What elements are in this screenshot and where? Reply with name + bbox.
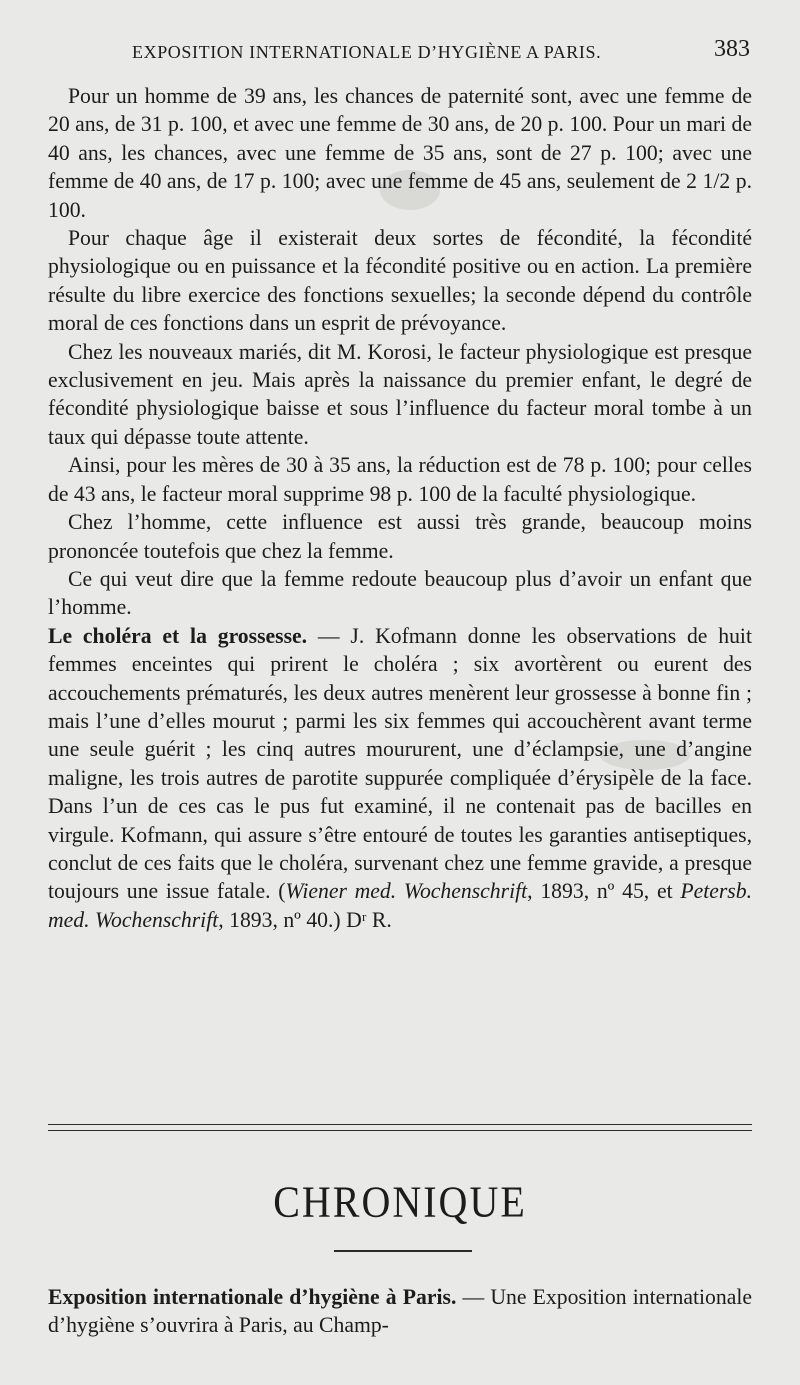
- author-signature: Dʳ R.: [346, 907, 392, 932]
- paragraph-conclusion: Ce qui veut dire que la femme redoute beaucoup plus d’avoir un enfant que l’homme.: [48, 566, 752, 620]
- article-cholera-end: , 1893, nº 40.): [218, 907, 347, 932]
- article-exposition: [48, 1283, 752, 1340]
- running-head: EXPOSITION INTERNATIONALE D’HYGIÈNE A PARIS.: [132, 42, 602, 62]
- main-text: [48, 82, 752, 934]
- article-exposition-body: — Une Exposition internationale d’hygiène s’ouvrira à Paris, au Champ-: [48, 1285, 752, 1338]
- paragraph-paternity: Pour un homme de 39 ans, les chances de paternité sont, avec une femme de 20 ans, de 31 p. 100, et avec une femme de 30 ans, de 20 p. 100. Pour un mari de 40 ans, les chances, avec une femme de 35 ans, sont de 27 p. 100; avec une femme de 40 ans, de 17 p. 100; avec une femme de 45 ans, seulement de 2 1/2 p. 100.: [48, 84, 752, 222]
- article-cholera-body: — J. Kofmann donne les observations de huit femmes enceintes qui prirent le choléra ; six avortèrent ou eurent des accouchements prématurés, les deux autres menèrent leur grossesse à bonne fin ; mais l’une d’elles mourut ; parmi les six femmes qui accouchèrent avant terme une seule guérit ; les cinq autres moururent, une d’éclampsie, une d’angine maligne, les trois autres de parotite suppurée compliquée d’érysipèle de la face. Dans l’un de ces cas le pus fut examiné, il ne contenait pas de bacilles en virgule. Kofmann, qui assure s’être entouré de toutes les garanties antiseptiques, conclut de ces faits que le choléra, survenant chez une femme gravide, a presque toujours une issue fatale. (: [48, 623, 752, 904]
- source-wiener: Wiener med. Wochenschrift: [285, 879, 528, 904]
- section-double-rule: [48, 1124, 752, 1131]
- article-cholera-title: Le choléra et la grossesse.: [48, 623, 308, 648]
- paragraph-mothers-reduction: Ainsi, pour les mères de 30 à 35 ans, la réduction est de 78 p. 100; pour celles de 43 ans, le facteur moral supprime 98 p. 100 de la faculté physiologique.: [48, 453, 752, 506]
- article-cholera: [48, 622, 752, 934]
- source-petersb: Petersb. med. Wochenschrift: [48, 879, 752, 932]
- paragraph-fecundity-types: Pour chaque âge il existerait deux sortes de fécondité, la fécondité physiologique ou en puissance et la fécondité positive ou en action. La première résulte du libre exercice des fonctions sexuelles; la seconde dépend du contrôle moral de ces fonctions dans un esprit de prévoyance.: [48, 226, 752, 336]
- heading-underline-rule: [334, 1250, 472, 1252]
- chronique-text: [48, 1283, 752, 1340]
- page-number: 383: [714, 36, 750, 62]
- paragraph-korosi: Chez les nouveaux mariés, dit M. Korosi, le facteur physiologique est presque exclusivement en jeu. Mais après la naissance du premier enfant, le degré de fécondité physiologique baisse et sous l’influence du facteur moral tombe à un taux qui dépasse toute attente.: [48, 339, 752, 449]
- page-header: [48, 36, 752, 66]
- section-heading: CHRONIQUE: [273, 1176, 527, 1227]
- article-cholera-mid: , 1893, nº 45, et: [527, 879, 681, 904]
- paragraph-men-influence: Chez l’homme, cette influence est aussi très grande, beaucoup moins prononcée toutefois que chez la femme.: [48, 510, 752, 563]
- article-exposition-title: Exposition internationale d’hygiène à Paris.: [48, 1285, 457, 1309]
